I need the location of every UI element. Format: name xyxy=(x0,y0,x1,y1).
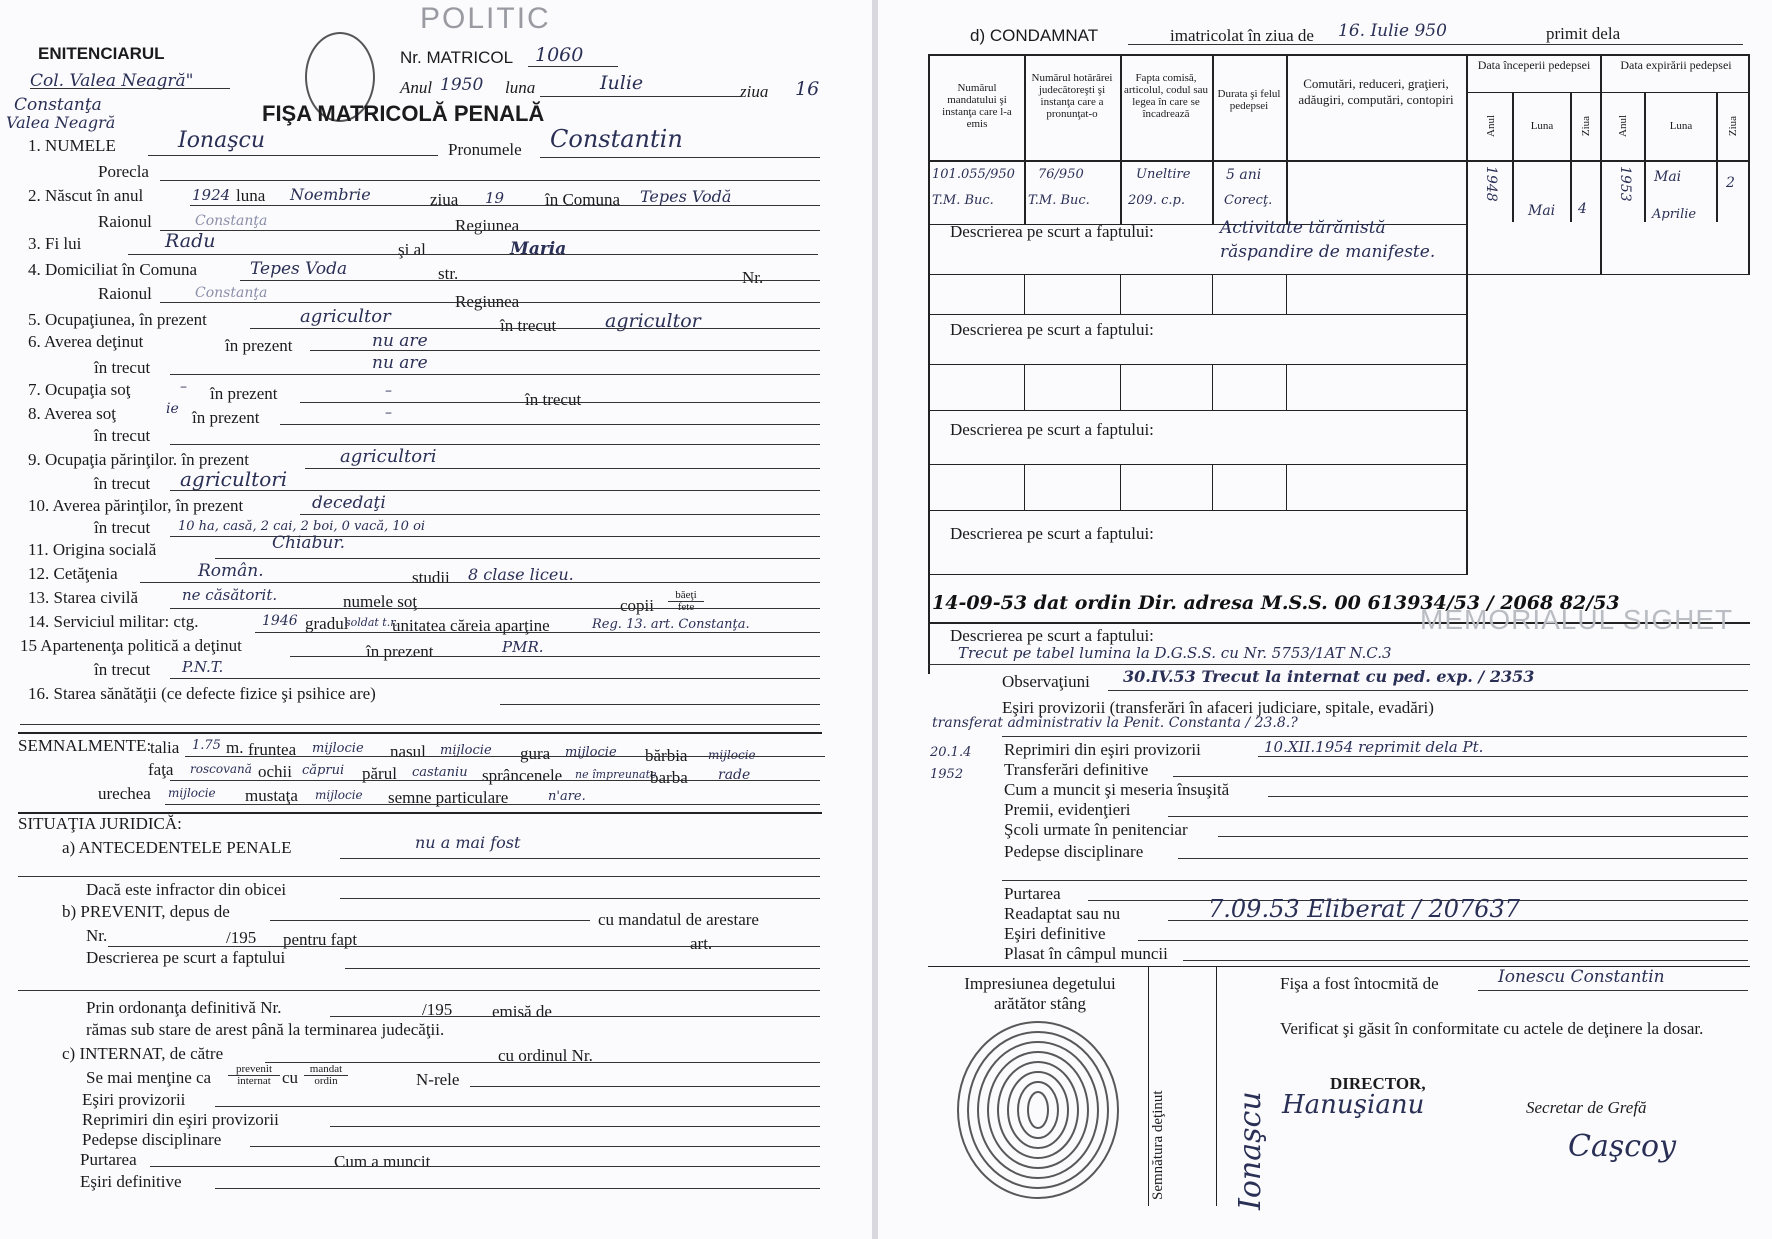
talia-label: talia xyxy=(150,738,180,757)
situatia-title: SITUAŢIA JURIDICĂ: xyxy=(18,814,182,833)
antecedente-value: nu a mai fost xyxy=(415,833,521,852)
fingerprint xyxy=(948,1010,1128,1200)
f13-label: 13. Starea civilă xyxy=(28,588,138,607)
f7-prezent-label: în prezent xyxy=(210,384,278,403)
cu-fraction: mandat ordin xyxy=(304,1064,348,1087)
r1-start-luna: Mai xyxy=(1528,203,1556,219)
r1-end-luna: Mai xyxy=(1654,169,1682,185)
th-durata: Durata şi felul pedepsei xyxy=(1217,88,1281,112)
gura-value: mijlocie xyxy=(565,745,617,760)
secretar-label: Secretar de Grefă xyxy=(1526,1098,1647,1117)
r1-end-ziua: 2 xyxy=(1726,175,1735,191)
f7-value: – xyxy=(180,379,187,395)
intocmita-label: Fişa a fost întocmită de xyxy=(1280,974,1439,993)
esiri-prov-value: transferat administrativ la Penit. Constanta / 23.8.? xyxy=(932,715,1298,731)
esiri-def-left-label: Eşiri definitive xyxy=(80,1172,182,1191)
anul-value: 1950 xyxy=(440,75,484,95)
penitenciar-label: ENITENCIARUL xyxy=(38,44,165,63)
f15-trecut-label: în trecut xyxy=(94,660,151,679)
f15-trecut-value: P.N.T. xyxy=(182,658,224,676)
f8-label: 8. Averea soţ xyxy=(28,404,116,423)
readaptat-label: Readaptat sau nu xyxy=(1004,904,1121,923)
f12-value: Român. xyxy=(198,561,264,581)
watermark: MEMORIALUL SIGHET xyxy=(1420,604,1734,635)
cu-label: cu xyxy=(282,1068,299,1087)
raionul-label: Raionul xyxy=(98,212,152,231)
mandat-label: cu mandatul de arestare xyxy=(598,910,759,929)
muncit-left-label: Cum a muncit xyxy=(334,1152,431,1171)
f12-label: 12. Cetăţenia xyxy=(28,564,118,583)
th-fapta: Fapta comisă, articolul, codul sau legea în care se încadrează xyxy=(1123,72,1208,120)
r1-mandat: 101.055/950 xyxy=(932,167,1015,182)
left-page xyxy=(0,0,872,1239)
barbia-label: bărbia xyxy=(645,746,688,765)
esiri-def-label: Eşiri definitive xyxy=(1004,924,1106,943)
f2-ziua-label: ziua xyxy=(430,190,459,209)
observatiuni-value: 30.IV.53 Trecut la internat cu ped. exp. / 2353 xyxy=(1123,667,1535,686)
f14-ctg: 1946 xyxy=(262,613,298,629)
plasat-label: Plasat în câmpul muncii xyxy=(1004,944,1168,963)
f5-trecut-label: în trecut xyxy=(500,316,557,335)
r1-fapta: Uneltire xyxy=(1136,167,1191,182)
th-luna-1: Luna xyxy=(1530,120,1554,132)
desc-label-5: Descrierea pe scurt a faptului: xyxy=(950,626,1154,645)
f9-trecut-label: în trecut xyxy=(94,474,151,493)
r1-mandat-inst: T.M. Buc. xyxy=(932,193,994,208)
th-anul-2: Anul xyxy=(1617,115,1629,137)
th-mandat: Numărul mandatului şi instanţa care l-a emis xyxy=(942,82,1012,130)
mentine-label: Se mai menţine ca xyxy=(86,1068,212,1087)
semne-label: semne particulare xyxy=(388,788,509,807)
nasul-label: nasul xyxy=(390,742,426,761)
margin-note: 20.1.4 1952 xyxy=(930,745,972,782)
f9-label: 9. Ocupaţia părinţilor. în prezent xyxy=(28,450,249,469)
m-label: m. xyxy=(226,738,244,757)
ochii-value: căprui xyxy=(302,763,345,778)
esiri-left-label: Eşiri provizorii xyxy=(82,1090,186,1109)
th-inceperii: Data începerii pedepsei xyxy=(1477,58,1591,72)
r1-hotarare: 76/950 xyxy=(1038,167,1084,182)
obicei-label: Dacă este infractor din obicei xyxy=(86,880,287,899)
f6-prezent-value: nu are xyxy=(372,331,428,351)
desc-label-3: Descrierea pe scurt a faptului: xyxy=(950,420,1154,439)
f5-trecut-value: agricultor xyxy=(605,310,701,332)
talia-value: 1.75 xyxy=(192,738,221,753)
director-signature: Hanuşianu xyxy=(1282,1090,1425,1120)
fata-label: faţa xyxy=(148,760,174,779)
nr-matricol-value: 1060 xyxy=(535,44,584,66)
f10-trecut-value: 10 ha, casă, 2 cai, 2 boi, 0 vacă, 10 oi xyxy=(178,519,426,534)
f10-label: 10. Averea părinţilor, în prezent xyxy=(28,496,244,515)
th-expirarii: Data expirării pedepsei xyxy=(1620,58,1732,72)
ziua-value: 16 xyxy=(795,78,820,100)
f3-mother: Maria xyxy=(510,239,567,259)
f11-value: Chiabur. xyxy=(272,533,346,553)
f10-trecut-label: în trecut xyxy=(94,518,151,537)
verificat-label: Verificat şi găsit în conformitate cu actele de deţinere la dosar. xyxy=(1280,1019,1704,1038)
ziua-label: ziua xyxy=(740,82,769,101)
f11-label: 11. Origina socială xyxy=(28,540,157,559)
f2-comuna: Tepes Vodă xyxy=(640,187,732,206)
r1-end-anul: 1953 xyxy=(1617,166,1633,202)
intocmita-value: Ionescu Constantin xyxy=(1498,967,1665,987)
f15-label: 15 Apartenenţa politică a deţinut xyxy=(20,636,242,655)
pronumele-value: Constantin xyxy=(550,125,683,153)
f9-value: agricultori xyxy=(340,446,437,467)
r1-start-ziua: 4 xyxy=(1578,201,1587,217)
f2-year: 1924 xyxy=(192,186,231,204)
f1-label: 1. NUMELE xyxy=(28,136,116,155)
antecedente-label: a) ANTECEDENTELE PENALE xyxy=(62,838,292,857)
pedepse-label: Pedepse disciplinare xyxy=(1004,842,1144,861)
f2-luna: Noembrie xyxy=(290,185,371,204)
f15-prezent-value: PMR. xyxy=(502,638,544,656)
secretar-signature: Caşcoy xyxy=(1568,1129,1677,1164)
f14-unit: Reg. 13. art. Constanţa. xyxy=(592,617,750,632)
nasul-value: mijlocie xyxy=(440,743,492,758)
luna-label: luna xyxy=(505,78,536,97)
f8-trecut-label: în trecut xyxy=(94,426,151,445)
nr-label: Nr. xyxy=(742,268,764,287)
raionul2-value: Constanţa xyxy=(195,285,268,301)
reprimiri-left-label: Reprimiri din eşiri provizorii xyxy=(82,1110,279,1129)
raionul2-label: Raionul xyxy=(98,284,152,303)
f8-prezent-label: în prezent xyxy=(192,408,260,427)
urechea-value: mijlocie xyxy=(168,786,216,800)
fruntea-label: fruntea xyxy=(248,740,297,759)
esiri-prov-label: Eşiri provizorii (transferări în afaceri judiciare, spitale, evadări) xyxy=(1002,698,1434,717)
f2-ziua: 19 xyxy=(485,189,505,207)
penitenciar-sub: Valea Neagră xyxy=(6,113,116,132)
porecla-label: Porecla xyxy=(98,162,149,181)
f4-value: Tepes Voda xyxy=(250,259,348,279)
f3-label: 3. Fi lui xyxy=(28,234,82,253)
reprimiri-value: 10.XII.1954 reprimit dela Pt. xyxy=(1264,738,1484,756)
th-luna-2: Luna xyxy=(1669,120,1693,132)
imatriculat-label: imatricolat în ziua de xyxy=(1170,26,1314,45)
internat-label: c) INTERNAT, de către xyxy=(62,1044,224,1063)
barba-value: rade xyxy=(718,767,751,783)
luna-value: Iulie xyxy=(600,72,644,94)
f7-label: 7. Ocupaţia soţ xyxy=(28,380,131,399)
imatriculat-value: 16. Iulie 950 xyxy=(1338,21,1447,41)
f9-trecut-value: agricultori xyxy=(180,467,288,491)
transferari-label: Transferări definitive xyxy=(1004,760,1149,779)
f6-prezent-label: în prezent xyxy=(225,336,293,355)
premii-label: Premii, evidenţieri xyxy=(1004,800,1131,819)
nr-matricol-label: Nr. MATRICOL xyxy=(400,48,514,67)
f2-luna-label: luna xyxy=(236,186,266,205)
muncit-label: Cum a muncit şi meseria însuşită xyxy=(1004,780,1230,799)
f14-grad-label: gradul xyxy=(305,614,349,633)
f13-copii-label: copii xyxy=(620,596,654,615)
regiunea-label: Regiunea xyxy=(455,216,520,235)
th-ziua-1: Ziua xyxy=(1580,115,1592,137)
semnalmente-label: SEMNALMENTE: xyxy=(18,736,152,755)
fruntea-value: mijlocie xyxy=(312,741,364,756)
f10-value: decedaţi xyxy=(312,493,386,513)
political-stamp: POLITIC xyxy=(420,2,551,35)
desc-value-5: Trecut pe tabel lumina la D.G.S.S. cu Nr. 5753/1AT N.C.3 xyxy=(958,644,1392,662)
semnatura-label: Semnătura deţinut xyxy=(1150,1090,1166,1200)
f7-prezent-value: – xyxy=(385,383,392,399)
form-title: FIŞA MATRICOLĂ PENALĂ xyxy=(262,101,545,126)
mentine-fraction: prevenit internat xyxy=(228,1064,280,1087)
r1-felul: Corecţ. xyxy=(1224,193,1273,208)
str-label: str. xyxy=(438,264,459,283)
mustata-label: mustaţa xyxy=(245,786,298,805)
f5-label: 5. Ocupaţiunea, în prezent xyxy=(28,310,207,329)
descriere-left-label: Descrierea pe scurt a faptului xyxy=(86,948,286,967)
prevenit-label: b) PREVENIT, depus de xyxy=(62,902,230,921)
stamp-row: 14-09-53 dat ordin Dir. adresa M.S.S. 00 613934/53 / 2068 82/53 xyxy=(932,592,1620,614)
purtarea-left-label: Purtarea xyxy=(80,1150,137,1169)
sprancenele-label: sprâncenele xyxy=(482,766,563,785)
f13-soti-label: numele soţ xyxy=(343,592,418,611)
r1-durata: 5 ani xyxy=(1226,167,1262,183)
barbia-value: mijlocie xyxy=(708,748,756,762)
f2-comuna-label: în Comuna xyxy=(545,190,621,209)
f8-value: ie xyxy=(166,401,179,417)
f12-studii-label: studii xyxy=(412,568,450,587)
copii-fraction: băeţi fete xyxy=(668,590,704,613)
purtarea-label: Purtarea xyxy=(1004,884,1061,903)
nr195-label: /195 xyxy=(226,928,257,947)
f3-father: Radu xyxy=(165,230,216,252)
f3-and-label: şi al xyxy=(398,240,426,259)
penitenciar-region: Constanţa xyxy=(14,95,102,115)
f14-unit-label: unitatea căreia aparţine xyxy=(392,616,550,635)
anul-label: Anul xyxy=(400,78,433,97)
emisa-label: emisă de xyxy=(492,1002,552,1021)
observatiuni-label: Observaţiuni xyxy=(1002,672,1090,691)
f8-prezent-value: – xyxy=(385,405,392,421)
esiri-def-value: 7.09.53 Eliberat / 207637 xyxy=(1208,895,1521,923)
f2-label: 2. Născut în anul xyxy=(28,186,144,205)
impresiunea-label: Impresiunea degetului arătător stâng xyxy=(964,974,1116,1013)
r1-hotarare-inst: T.M. Buc. xyxy=(1028,193,1090,208)
raionul-value: Constanţa xyxy=(195,213,268,229)
f14-label: 14. Serviciul militar: ctg. xyxy=(28,612,199,631)
barba-label: barba xyxy=(650,768,688,787)
f4-label: 4. Domiciliat în Comuna xyxy=(28,260,198,279)
ordonanta-label: Prin ordonanţa definitivă Nr. xyxy=(86,998,282,1017)
f5-value: agricultor xyxy=(300,306,391,327)
nrele-label: N-rele xyxy=(416,1070,460,1089)
th-anul-1: Anul xyxy=(1485,115,1497,137)
desc-label-1: Descrierea pe scurt a faptului: xyxy=(950,222,1154,241)
f6-trecut-label: în trecut xyxy=(94,358,151,377)
semne-value: n'are. xyxy=(548,789,586,804)
ordin-label: cu ordinul Nr. xyxy=(498,1046,593,1065)
ochii-label: ochii xyxy=(258,762,292,781)
pronumele-label: Pronumele xyxy=(448,140,522,159)
nr-left-label: Nr. xyxy=(86,926,108,945)
th-comutari: Comutări, reduceri, graţieri, adăugiri, computări, contopiri xyxy=(1298,76,1454,107)
th-ziua-2: Ziua xyxy=(1727,115,1739,137)
f14-grad: soldat t.r. xyxy=(345,616,398,629)
desc-label-2: Descrierea pe scurt a faptului: xyxy=(950,320,1154,339)
r1-end-luna2: Aprilie xyxy=(1652,207,1697,222)
primit-label: primit dela xyxy=(1546,24,1621,43)
sprancenele-value: ne împreunate xyxy=(575,768,657,781)
regiunea2-label: Regiunea xyxy=(455,292,520,311)
fata-value: roscovană xyxy=(190,762,252,776)
f7-trecut-label: în trecut xyxy=(525,390,582,409)
reprimiri-label: Reprimiri din eşiri provizorii xyxy=(1004,740,1201,759)
f15-prezent-label: în prezent xyxy=(366,642,434,661)
scoli-label: Şcoli urmate în penitenciar xyxy=(1004,820,1188,839)
semnatura-value: Ionaşcu xyxy=(1233,1091,1268,1210)
th-hotarare: Numărul hotărârei judecătoreşti şi instanţa care a pronunţat-o xyxy=(1031,72,1113,120)
r1-fapta-art: 209. c.p. xyxy=(1128,193,1185,208)
mustata-value: mijlocie xyxy=(315,788,363,802)
f12-studii-value: 8 clase liceu. xyxy=(468,565,574,584)
pentru-fapt-label: pentru fapt xyxy=(283,930,358,949)
urechea-label: urechea xyxy=(98,784,151,803)
r1-start-anul: 1948 xyxy=(1483,166,1499,202)
art-label: art. xyxy=(690,934,713,953)
desc-label-4: Descrierea pe scurt a faptului: xyxy=(950,524,1154,543)
f13-value: ne căsătorit. xyxy=(182,586,278,604)
gura-label: gura xyxy=(520,744,551,763)
ramas-label: rămas sub stare de arest până la terminarea judecăţii. xyxy=(86,1020,445,1039)
f6-trecut-value: nu are xyxy=(372,353,428,373)
condamnat-label: d) CONDAMNAT xyxy=(970,26,1099,45)
parul-label: părul xyxy=(362,764,397,783)
f16-label: 16. Starea sănătăţii (ce defecte fizice şi psihice are) xyxy=(28,684,376,703)
f6-label: 6. Averea deţinut xyxy=(28,332,144,351)
f1-value: Ionaşcu xyxy=(178,128,266,153)
ordonanta-195: /195 xyxy=(422,1000,453,1019)
director-label: DIRECTOR, xyxy=(1330,1074,1426,1093)
pedepse-left-label: Pedepse disciplinare xyxy=(82,1130,222,1149)
parul-value: castaniu xyxy=(412,765,468,780)
penitenciar-name: Col. Valea Neagră" xyxy=(30,71,194,91)
desc-value-1: Activitate tărănistă răspandire de manifeste. xyxy=(1220,218,1436,262)
